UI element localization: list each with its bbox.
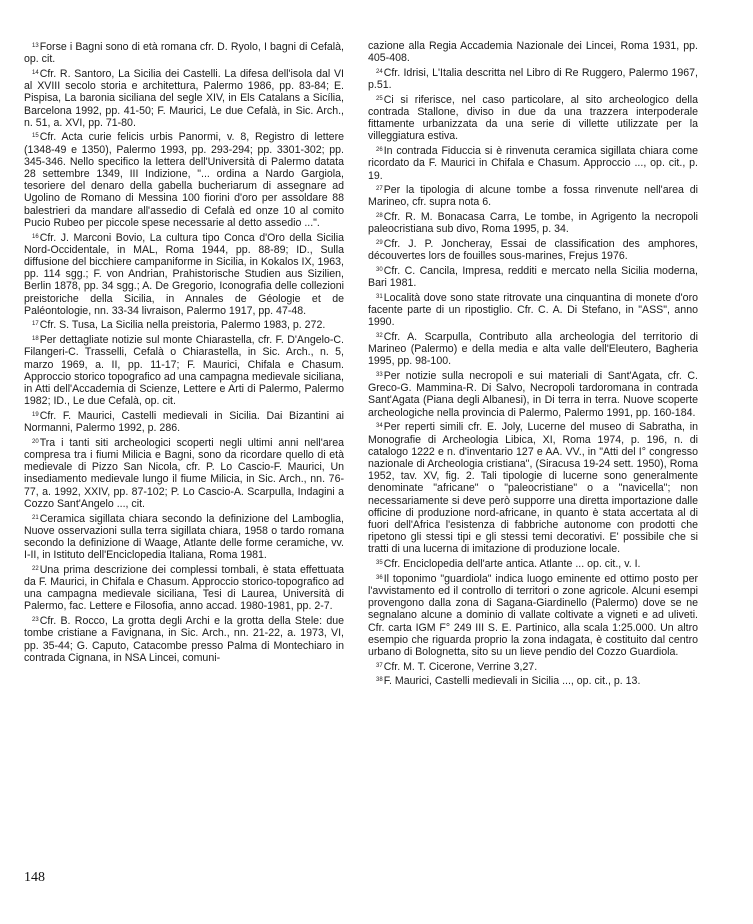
footnote-22: $^{22}$Una prima descrizione dei complessi tombali, è stata effettuata da F. Maurici, in Chifala e Chasum. Approccio storico-topografico ad una campagna medievale siciliana, Tesi di Laurea, Università di Palermo, fac. Lettere e Filosofia, anno accad. 1980-1981, pp. 2-7. [24, 563, 344, 613]
footnote-25: $^{25}$Ci si riferisce, nel caso particolare, al sito archeologico della contrada Stallone, diviso in due da una trazzera interpoderale fittamente urbanizzata da una serie di villette utilizzate per la villeggiatura estiva. [368, 93, 698, 143]
footnote-34: $^{34}$Per reperti simili cfr. E. Joly, Lucerne del museo di Sabratha, in Monografie di Archeologia Libica, XI, Roma 1974, p. 196, n. di catalogo 1222 e n. d'inventario 127 e AA. VV., in "Atti del I° congresso nazionale di Archeologia cristiana", (Siracusa 19-24 sett. 1950), Roma 1952, tav. XV, fig. 2. Tali tipologie di lucerne sono generalmente denominate "africane" o "paleocristiane" o a "navicella"; non necessariamente si deve però supporre una diretta importazione dalle officine di produzione nord-africane, in quanto è stata accertata al di fuori dell'Africa l'esistenza di fabbriche autonome con prodotti che ripetono gli stessi tipi e gli stessi temi decorativi. E' possibile che si tratti di una lucerna di imitazione di produzione locale. [368, 421, 698, 556]
footnote-35: $^{35}$Cfr. Enciclopedia dell'arte antica. Atlante ... op. cit., v. I. [376, 558, 641, 571]
footnote-38: $^{38}$F. Maurici, Castelli medievali in Sicilia ..., op. cit., p. 13. [376, 675, 641, 688]
footnote-20: $^{20}$Tra i tanti siti archeologici scoperti negli ultimi anni nell'area compresa tra i fiumi Milicia e Bagni, sono da ricordare quello di età medievale di Pizzo San Nicola, cfr. P. Lo Cascio-F. Maurici, Un insediamento medievale lungo il fiume Milicia, in Sic. Arch., nn. 76-77, a. 1992, XXIV, pp. 87-102; P. Lo Cascio-A. Scarpulla, Indagini a Cozzo Sant'Angelo ..., cit. [24, 436, 344, 510]
footnote-14: $^{14}$Cfr. R. Santoro, La Sicilia dei Castelli. La difesa dell'isola dal VI al XVIII secolo storia e architettura, Palermo 1986, pp. 83-84; E. Pispisa, La baronia siciliana del segle XIV, in Els Catalans a Sicília, Barcelona 1992, pp. 41-50; F. Maurici, Le due Cefalà, in Sic. Arch., n. 51, a. XVI, pp. 71-80. [24, 67, 344, 129]
footnote-32: $^{32}$Cfr. A. Scarpulla, Contributo alla archeologia del territorio di Marineo (Palermo) e della media e alta valle dell'Eleutero, Bagheria 1995, pp. 98-100. [368, 330, 698, 368]
footnote-28: $^{28}$Cfr. R. M. Bonacasa Carra, Le tombe, in Agrigento la necropoli paleocristiana sub divo, Roma 1995, p. 34. [368, 211, 698, 236]
footnote-29: $^{29}$Cfr. J. P. Joncheray, Essai de classification des amphores, découvertes lors de fouilles sous-marines, Frejus 1976. [368, 238, 698, 263]
footnote-19: $^{19}$Cfr. F. Maurici, Castelli medievali in Sicilia. Dai Bizantini ai Normanni, Palermo 1992, p. 286. [24, 409, 344, 435]
footnote-33: $^{33}$Per notizie sulla necropoli e sui materiali di Sant'Agata, cfr. C. Greco-G. Mammina-R. Di Salvo, Necropoli tardoromana in contrada Sant'Agata (Piana degli Albanesi), in Di terra in terra. Nuove scoperte archeologiche nella provincia di Palermo, Palermo 1991, pp. 160-184. [368, 370, 698, 419]
page-number: 148 [24, 870, 45, 885]
footnote-31: $^{31}$Località dove sono state ritrovate una cinquantina di monete d'oro facente parte di un ripostiglio. Cfr. C. A. Di Stefano, in "ASS", anno 1990. [368, 291, 698, 329]
footnote-18: $^{18}$Per dettagliate notizie sul monte Chiarastella, cfr. F. D'Angelo-C. Filangeri-C. Trasselli, Cefalà o Chiarastella, in Sic. Arch., n. 5, marzo 1969, a. II, pp. 11-17; F. Maurici, Chifala e Chasum. Approccio storico topografico ad una campagna medievale siciliana, in Atti dell'Accademia di Scienze, Lettere e Arti di Palermo, Palermo 1982; ID., Le due Cefalà, op. cit. [24, 334, 344, 408]
footnote-24: $^{24}$Cfr. Idrisi, L'Italia descritta nel Libro di Re Ruggero, Palermo 1967, p.51. [368, 66, 698, 92]
footnote-37: $^{37}$Cfr. M. T. Cicerone, Verrine 3,27. [376, 660, 538, 673]
footnote-16: $^{16}$Cfr. J. Marconi Bovio, La cultura tipo Conca d'Oro della Sicilia Nord-Occidentale, in MAL, Roma 1944, pp. 88-89; ID., Sulla diffusione del bicchiere campaniforme in Sicilia, in Kokalos IX, 1963, pp. 114 sgg.; F. von Andrian, Prahistorische Studien aus Sizilien, Berlin 1878, pp. 34 sgg.; A. De Gregorio, Iconografia delle collezioni preistoriche della Sicilia, in Annales de Géologie et de Paléontologie, nn. 33-34 livraison, Palermo 1917, pp. 47-48. [24, 231, 344, 317]
footnote-15: $^{15}$Cfr. Acta curie felicis urbis Panormi, v. 8, Registro di lettere (1348-49 e 1350), Palermo 1993, pp. 293-294; pp. 3301-302; pp. 345-346. Nello specifico la lettera dell'Università di Palermo datata 28 settembre 1349, III Indizione, "... ordina a Nardo Gargiola, tesoriere del denaro della gabella bucheriarum di assegnare ad Ugolino de Romano di Messina 100 fiorini d'oro per assoldare 88 balestrieri da mandare all'assedio di Cefalà ed onze 10 al comito Pucio Rubeo per piccole spese necessarie al detto assedio ...". [24, 131, 344, 229]
footnote-23: $^{23}$Cfr. B. Rocco, La grotta degli Archi e la grotta della Stele: due tombe cristiane a Favignana, in Sic. Arch., nn. 21-22, a. 1973, VI, pp. 35-44; G. Caputo, Catacombe presso Palma di Montechiaro in contrada Cignana, in NSA Lincei, comuni- [24, 615, 344, 664]
footnote-23-continued: cazione alla Regia Accademia Nazionale dei Lincei, Roma 1931, pp. 405-408. [368, 40, 698, 65]
footnote-26: $^{26}$In contrada Fiduccia si è rinvenuta ceramica sigillata chiara come ricordato da F. Maurici in Chifala e Chasum. Approccio ..., op. cit., p. 19. [368, 145, 698, 182]
footnote-21: $^{21}$Ceramica sigillata chiara secondo la definizione del Lamboglia, Nuove osservazioni sulla terra sigillata chiara, 1958 o tardo romana secondo la definizione di Waage, Atlante delle forme ceramiche, vv. I-II, in Istituto dell'Enciclopedia Italiana, Roma 1981. [24, 512, 344, 562]
footnote-30: $^{30}$Cfr. C. Cancila, Impresa, redditi e mercato nella Sicilia moderna, Bari 1981. [368, 264, 698, 290]
footnote-27: $^{27}$Per la tipologia di alcune tombe a fossa rinvenute nell'area di Marineo, cfr. supra nota 6. [368, 184, 698, 209]
footnote-17: $^{17}$Cfr. S. Tusa, La Sicilia nella preistoria, Palermo 1983, p. 272. [32, 319, 326, 332]
footnote-13: $^{13}$Forse i Bagni sono di età romana cfr. D. Ryolo, I bagni di Cefalà, op. cit. [24, 41, 344, 66]
footnotes-right-column [368, 40, 698, 689]
footnote-36: $^{36}$Il toponimo "guardiola" indica luogo eminente ed ottimo posto per l'avvistamento ed il controllo di territori o zone agricole. Alcuni esempi provengono dalla zona di Sagana-Giardinello (Palermo) dove se ne segnalano alcune a dominio di vallate coltivate a vigneti e ad uliveti. Cfr. carta IGM F° 249 III S. E. Partinico, alla scala 1:25.000. Un altro esempio che riguarda proprio la zona indagata, è costituito dal centro urbano di Bolognetta, sito su un lieve pendio del Cozzo Guardiola. [368, 572, 698, 659]
footnotes-left-column [24, 40, 344, 665]
